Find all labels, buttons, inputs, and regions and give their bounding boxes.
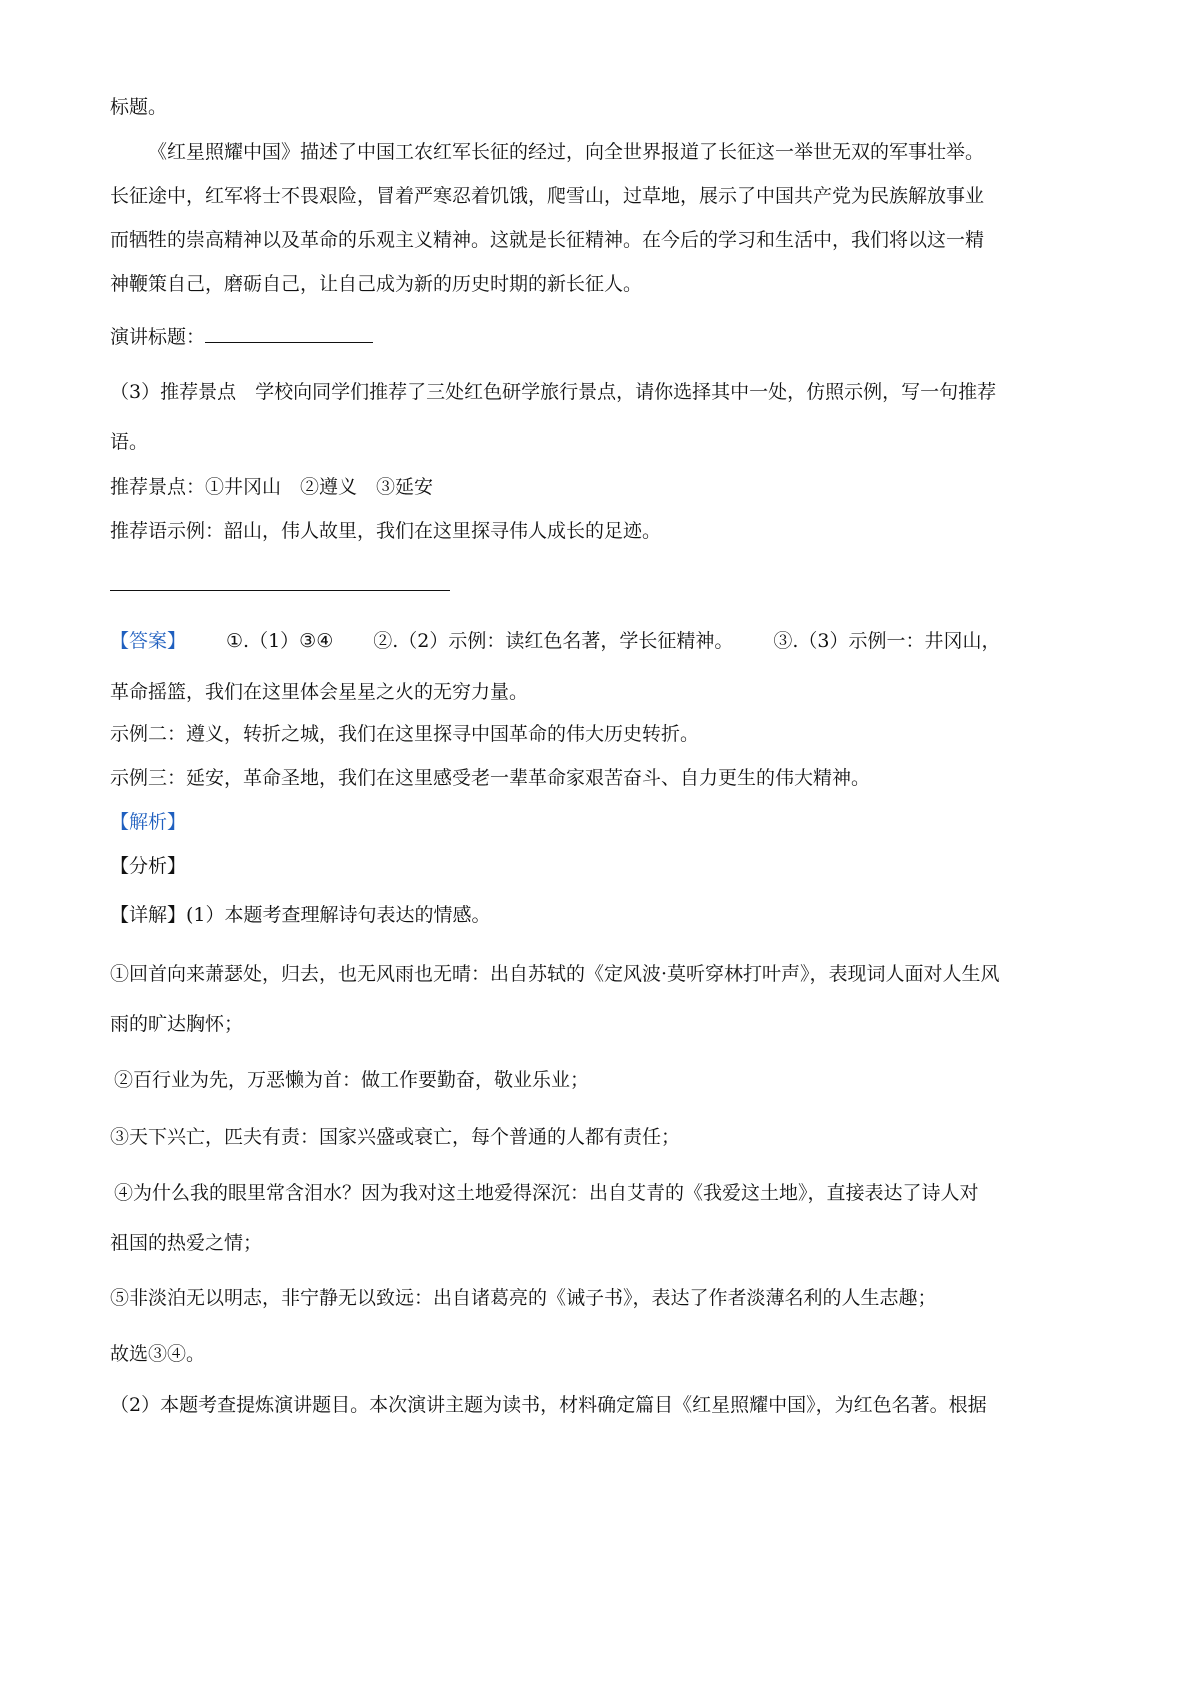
detail-line-1: 【详解】(1）本题考查理解诗句表达的情感。 (110, 904, 491, 926)
material-line-3: 而牺牲的崇高精神以及革命的乐观主义精神。这就是长征精神。在今后的学习和生活中，我们将以这一精 (110, 229, 985, 251)
q3-sites: 推荐景点：①井冈山 ②遵义 ③延安 (110, 476, 434, 498)
detail-item-2: ②百行业为先，万恶懒为首：做工作要勤奋，敬业乐业； (114, 1069, 590, 1091)
material-line-1: 《红星照耀中国》描述了中国工农红军长征的经过，向全世界报道了长征这一举世无双的军事壮举。 (148, 141, 985, 163)
speech-title-row (110, 322, 1095, 351)
q3-line-2: 语。 (110, 431, 149, 453)
detail-item-3: ③天下兴亡，匹夫有责：国家兴盛或衰亡，每个普通的人都有责任； (110, 1126, 681, 1148)
q3-example: 推荐语示例：韶山，伟人故里，我们在这里探寻伟人成长的足迹。 (110, 520, 662, 542)
q2-continuation: 标题。 (110, 96, 168, 118)
detail-item-4b: 祖国的热爱之情； (110, 1232, 263, 1254)
answer-tag: 【答案】 (110, 630, 187, 652)
answer-line-4: 示例三：延安，革命圣地，我们在这里感受老一辈革命家艰苦奋斗、自力更生的伟大精神。 (110, 767, 871, 789)
detail-item-1a: ①回首向来萧瑟处，归去，也无风雨也无晴：出自苏轼的《定风波·莫听穿林打叶声》，表现词人面对人生风 (110, 963, 1000, 985)
speech-title-label: 演讲标题： (110, 326, 206, 348)
answer-line-2: 革命摇篮，我们在这里体会星星之火的无穷力量。 (110, 681, 529, 703)
detail-item-4a: ④为什么我的眼里常含泪水？因为我对这土地爱得深沉：出自艾青的《我爱这土地》，直接表达了诗人对 (114, 1182, 979, 1204)
detail-item-5: ⑤非淡泊无以明志，非宁静无以致远：出自诸葛亮的《诫子书》，表达了作者淡薄名利的人生志趣； (110, 1287, 937, 1309)
answer-2: ②.（2）示例：读红色名著，学长征精神。 (373, 630, 734, 652)
speech-title-blank (205, 322, 373, 343)
q3-line-1: （3）推荐景点 学校向同学们推荐了三处红色研学旅行景点，请你选择其中一处，仿照示例，写一句推荐 (110, 381, 997, 403)
answer-3: ③.（3）示例一：井冈山， (773, 630, 1001, 652)
detail-item-1b: 雨的旷达胸怀； (110, 1013, 244, 1035)
answer-1: ①.（1）③④ (226, 630, 334, 652)
material-line-4: 神鞭策自己，磨砺自己，让自己成为新的历史时期的新长征人。 (110, 273, 643, 295)
material-line-2: 长征途中，红军将士不畏艰险，冒着严寒忍着饥饿，爬雪山，过草地，展示了中国共产党为民族解放事业 (110, 185, 985, 207)
detail-choice: 故选③④。 (110, 1343, 206, 1365)
fenxi-tag: 【分析】 (110, 855, 187, 877)
detail-q2: （2）本题考查提炼演讲题目。本次演讲主题为读书，材料确定篇目《红星照耀中国》，为红色名著。根据 (110, 1394, 987, 1416)
answer-blank-line (110, 590, 450, 591)
answer-row (110, 627, 1095, 655)
analysis-tag: 【解析】 (110, 811, 187, 833)
answer-line-3: 示例二：遵义，转折之城，我们在这里探寻中国革命的伟大历史转折。 (110, 723, 700, 745)
